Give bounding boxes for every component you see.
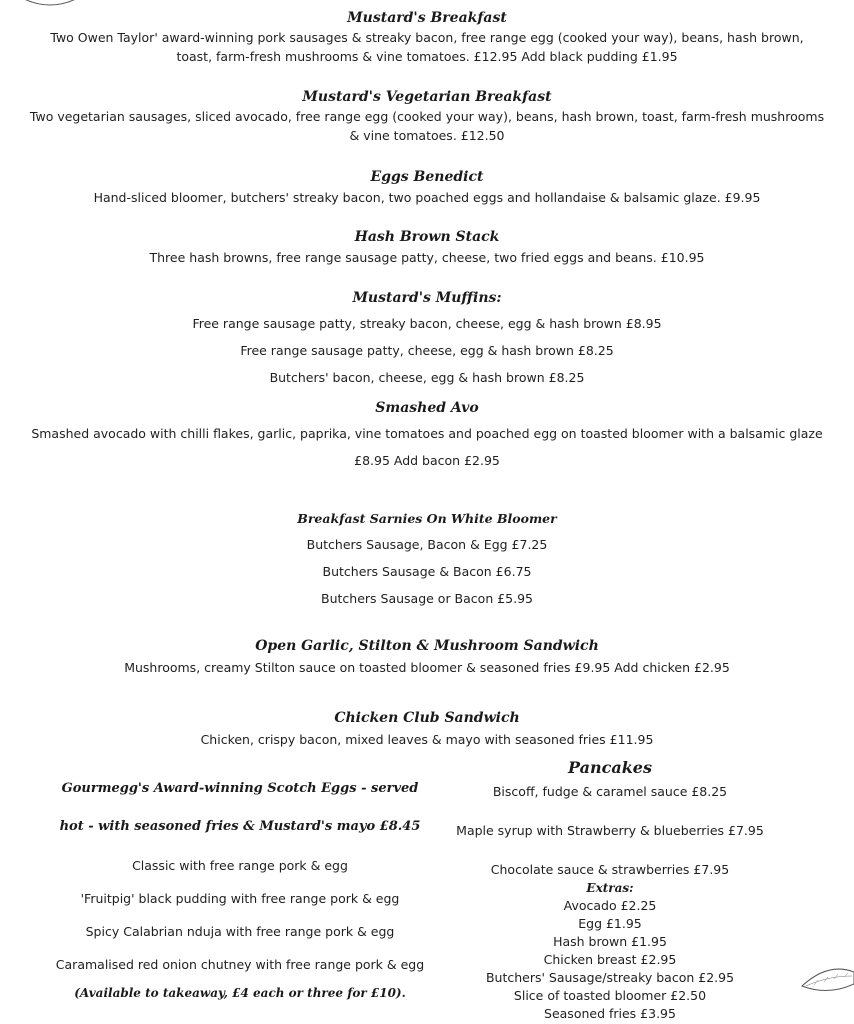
item-description: Two vegetarian sausages, sliced avocado, free range egg (cooked your way), beans, hash brown, toast, farm-fresh mushrooms <box>29 109 825 124</box>
eggs-benedict-section <box>0 166 854 207</box>
item-description: Three hash browns, free range sausage patty, cheese, two fried eggs and beans. £10.95 <box>149 250 705 265</box>
menu-item: Free range sausage patty, streaky bacon, cheese, egg & hash brown £8.95 <box>192 316 662 331</box>
extra-item: Slice of toasted bloomer £2.50 <box>513 988 707 1003</box>
section-title: Eggs Benedict <box>370 169 484 185</box>
muffins-section <box>0 286 854 391</box>
menu-item: Free range sausage patty, cheese, egg & hash brown £8.25 <box>240 343 614 358</box>
section-title: Extras: <box>586 881 634 895</box>
item-description: Smashed avocado with chilli flakes, garlic, paprika, vine tomatoes and poached egg on toasted bloomer with a balsamic glaze <box>31 426 823 441</box>
extra-item: Avocado £2.25 <box>563 898 657 913</box>
item-description: Hand-sliced bloomer, butchers' streaky bacon, two poached eggs and hollandaise & balsamic glaze. £9.95 <box>93 190 761 205</box>
section-title: hot - with seasoned fries & Mustard's mayo £8.45 <box>59 819 421 834</box>
item-description: Mushrooms, creamy Stilton sauce on toasted bloomer & seasoned fries £9.95 Add chicken £2.95 <box>124 660 730 675</box>
extras-section <box>420 879 800 1023</box>
scotch-eggs-section <box>40 776 440 1005</box>
section-title: Pancakes <box>568 758 652 777</box>
smashed-avo-section <box>0 396 854 474</box>
item-description: & vine tomatoes. £12.50 <box>349 128 505 143</box>
pancakes-section <box>420 756 800 882</box>
extra-item: Chicken breast £2.95 <box>543 952 677 967</box>
menu-item: Biscoff, fudge & caramel sauce £8.25 <box>492 784 728 799</box>
section-title: Breakfast Sarnies On White Bloomer <box>297 511 557 526</box>
section-title: Mustard's Vegetarian Breakfast <box>302 89 552 105</box>
menu-item: Caramalised red onion chutney with free range pork & egg <box>55 957 425 972</box>
menu-item: Chocolate sauce & strawberries £7.95 <box>490 862 730 877</box>
section-title: Mustard's Breakfast <box>347 10 507 26</box>
section-title: Gourmegg's Award-winning Scotch Eggs - served <box>61 781 419 796</box>
extra-item: Seasoned fries £3.95 <box>544 1006 676 1021</box>
garlic-stilton-sandwich-section <box>0 634 854 677</box>
hash-brown-stack-section <box>0 226 854 267</box>
mustards-breakfast-section <box>0 8 854 66</box>
extra-item: Egg £1.95 <box>578 916 642 931</box>
section-title: Hash Brown Stack <box>354 229 500 245</box>
extra-item: Hash brown £1.95 <box>553 934 667 949</box>
menu-item: 'Fruitpig' black pudding with free range pork & egg <box>80 891 400 906</box>
item-description: toast, farm-fresh mushrooms & vine tomatoes. £12.95 Add black pudding £1.95 <box>176 49 678 64</box>
extra-item: Butchers' Sausage/streaky bacon £2.95 <box>485 970 735 985</box>
section-title: Chicken Club Sandwich <box>334 710 520 726</box>
item-description: Two Owen Taylor' award-winning pork sausages & streaky bacon, free range egg (cooked your way), beans, hash brown, <box>50 30 804 45</box>
menu-item: Butchers Sausage & Bacon £6.75 <box>322 564 532 579</box>
chicken-club-section <box>0 706 854 749</box>
item-description: £8.95 Add bacon £2.95 <box>354 453 500 468</box>
menu-item: Classic with free range pork & egg <box>132 858 348 873</box>
takeaway-note: (Available to takeaway, £4 each or three for £10). <box>74 986 406 1000</box>
menu-item: Butchers Sausage, Bacon & Egg £7.25 <box>306 537 548 552</box>
menu-item: Maple syrup with Strawberry & blueberries £7.95 <box>456 823 764 838</box>
menu-item: Spicy Calabrian nduja with free range pork & egg <box>85 924 395 939</box>
leaf-illustration-bottom-right <box>800 966 854 996</box>
section-title: Smashed Avo <box>375 400 479 416</box>
vegetarian-breakfast-section <box>0 87 854 145</box>
section-title: Open Garlic, Stilton & Mushroom Sandwich <box>255 638 599 654</box>
section-title: Mustard's Muffins: <box>352 290 502 306</box>
item-description: Chicken, crispy bacon, mixed leaves & mayo with seasoned fries £11.95 <box>200 732 654 747</box>
breakfast-sarnies-section <box>0 507 854 612</box>
menu-item: Butchers' bacon, cheese, egg & hash brown £8.25 <box>269 370 585 385</box>
menu-item: Butchers Sausage or Bacon £5.95 <box>321 591 533 606</box>
